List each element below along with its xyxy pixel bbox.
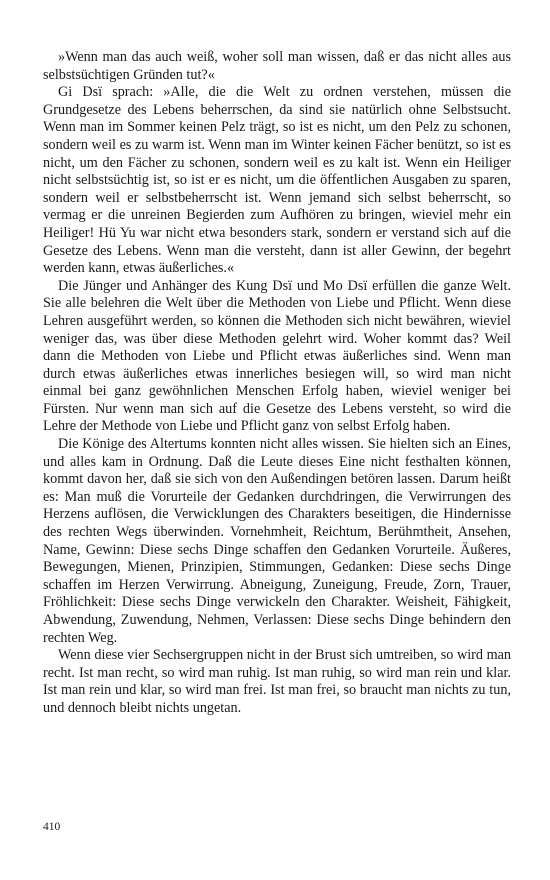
paragraph-1: »Wenn man das auch weiß, woher soll man wissen, daß er das nicht alles aus selbstsüchtigen Gründen tut?«	[43, 49, 511, 83]
paragraph-4: Die Könige des Altertums konnten nicht alles wissen. Sie hielten sich an Eines, und alles kam in Ordnung. Daß die Leute dieses Eine nicht festhalten können, kommt davon her, daß sie sich von den Außendingen betören lassen. Darum heißt es: Man muß die Vorurteile der Gedanken durchdringen, die Verwirrungen des Herzens auflösen, die Verwicklungen des Charakters beseitigen, die Hindernisse des rechten Wegs überwinden. Vornehmheit, Reichtum, Berühmtheit, Ansehen, Name, Gewinn: Diese sechs Dinge schaffen den Gedanken Vorurteile. Äußeres, Bewegungen, Mienen, Prinzipien, Stimmungen, Gedanken: Diese sechs Dinge schaffen im Herzen Verwirrung. Abneigung, Zuneigung, Freude, Zorn, Trauer, Fröhlichkeit: Diese sechs Dinge verwickeln den Charakter. Weisheit, Fähigkeit, Abwendung, Zuwendung, Nehmen, Verlassen: Diese sechs Dinge behindern den rechten Weg.	[43, 436, 511, 646]
body-text	[43, 49, 511, 718]
paragraph-5: Wenn diese vier Sechsergruppen nicht in der Brust sich umtreiben, so wird man recht. Ist man recht, so wird man ruhig. Ist man ruhig, so wird man rein und klar. Ist man rein und klar, so wird man frei. Ist man frei, so braucht man nichts zu tun, und dennoch bleibt nichts ungetan.	[43, 647, 511, 716]
page-number: 410	[43, 821, 61, 833]
paragraph-3: Die Jünger und Anhänger des Kung Dsï und Mo Dsï erfüllen die ganze Welt. Sie alle belehren die Welt über die Methoden von Liebe und Pflicht. Wenn diese Lehren ausgeführt werden, so können die Methoden sich nicht bewähren, wieviel weniger das, was über diese Methoden gelehrt wird. Woher kommt das? Weil dann die Methoden von Liebe und Pflicht etwas äußerliches sind. Wenn man durch etwas äußerliches etwas innerliches besiegen will, so wird man nicht einmal bei ganz gewöhnlichen Menschen Erfolg haben, wieviel weniger bei Fürsten. Nur wenn man sich auf die Gesetze des Lebens versteht, so wird die Lehre der Methode von Liebe und Pflicht ganz von selbst Erfolg haben.	[43, 277, 511, 435]
paragraph-2: Gi Dsï sprach: »Alle, die die Welt zu ordnen verstehen, müssen die Grundgesetze des Lebens beherrschen, da sind sie natürlich ohne Selbstsucht. Wenn man im Sommer keinen Pelz trägt, so ist es nicht, um den Pelz zu schonen, sondern weil es zu warm ist. Wenn man im Winter keinen Fächer benützt, so ist es nicht, um den Fächer zu schonen, sondern weil es zu kalt ist. Wenn ein Heiliger nicht selbstsüchtig ist, so ist er es nicht, um die öffentlichen Ausgaben zu sparen, sondern weil er selbstbeherrscht ist. Wenn jemand sich selbst beherrscht, so vermag er die unreinen Begierden zum Aufhören zu bringen, wieviel mehr ein Heiliger! Hü Yu war nicht etwa besonders stark, sondern er verstand sich auf die Gesetze des Lebens. Wenn man die versteht, dann ist aller Gewinn, der begehrt werden kann, etwas äußerliches.«	[43, 84, 511, 277]
